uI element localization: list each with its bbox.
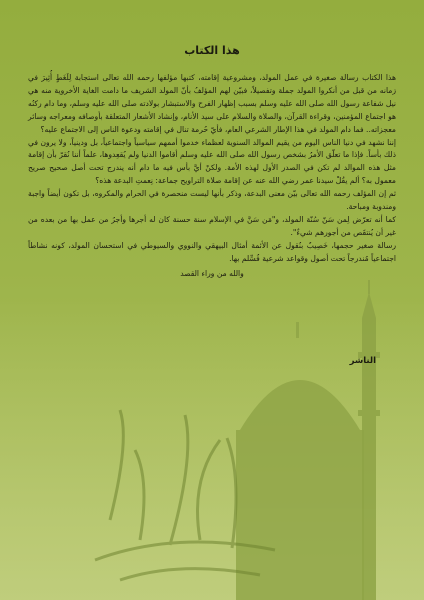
- paragraph: إننا نشهد في دنيا الناس اليوم من يقيم الموالد السنوية لعظماء خدموا أممهم سياسياً واجتماعياً، بل ودينياً، ولا يرون في ذلك بأساً. فإذا ما تعلّق الأمرُ بشخص رسول الله صلى الله عليه وسلم أقاموا الدنيا ولم يُقعِدوها، علماً أننا نُقرّ بأن إقامة مثل هذه الموالد لم تكن في الصدر الأول لهذه الأمة. ولكنْ أيَّ بأس فيه ما دام أنه يندرج تحت أصل صحيح صريح معمول به؟ ألم يقُلْ سيدنا عمر رضي الله عنه عن إقامة صلاة التراويح جماعة: نِعمتِ البدعة هذه؟: [28, 137, 396, 186]
- closing-line: والله من وراء القصد: [180, 268, 244, 278]
- page-title: هذا الكتاب: [184, 44, 240, 57]
- body-text: [28, 44, 396, 288]
- paragraph: هذا الكتاب رسالة صغيرة في عمل المولد، ومشروعية إقامته، كتبها مؤلفها رحمه الله تعالى استجابة لِلَغَطٍ أُثِيرَ في زمانه من قبل من أنكروا المولد جملة وتفصيلاً، فبيّن لهم المؤلفُ بأنّ المولد الشريف ما دامت الغاية الأخروية منه هي نيل شفاعة رسول الله صلى الله عليه وسلم بسبب إظهار الفرح والاستبشار بولادته صلى الله عليه وسلم، وما دام ركنُه هو اجتماع المؤمنين، وقراءة القرآن، والصلاة والسلام على سيد الأنام، وإنشاد الأشعار المتعلقة بأوصافه ومعراجه وسائر معجزاته.. فما دام المولد في هذا الإطار الشرعي العام، فأيّ حُرمة تنال في إقامته ودعوة الناس إلى الاجتماع عليه؟: [28, 73, 396, 134]
- paragraph: رسالة صغير حجمها، خَصِيبٌ بنُقول عن الأئمة أمثال البيهقي والنووي والسيوطي في استحسان المولد، كونه نشاطاً اجتماعياً مُندرجاً تحت أصول وقواعد شرعية فُسِّلم بها.: [28, 240, 396, 263]
- paragraph: ثم إن المؤلف رحمه الله تعالى بيّن معنى البدعة، وذكر بأنها ليست منحصرة في الحرام والمكروه، بل تكون أيضاً واجبة ومندوبة ومباحة.: [28, 189, 396, 212]
- publisher-signature: الناشر: [349, 356, 376, 366]
- paragraph: كما أنه تعرّض لِمن سَنّ سُنّة المولد، و"مَن سَنَّ في الإسلام سنة حسنة كان له أجرها وأجرُ من عمل بها من بعده من غير أن يُنتقَص من أجورهم شيءٌ".: [28, 214, 396, 237]
